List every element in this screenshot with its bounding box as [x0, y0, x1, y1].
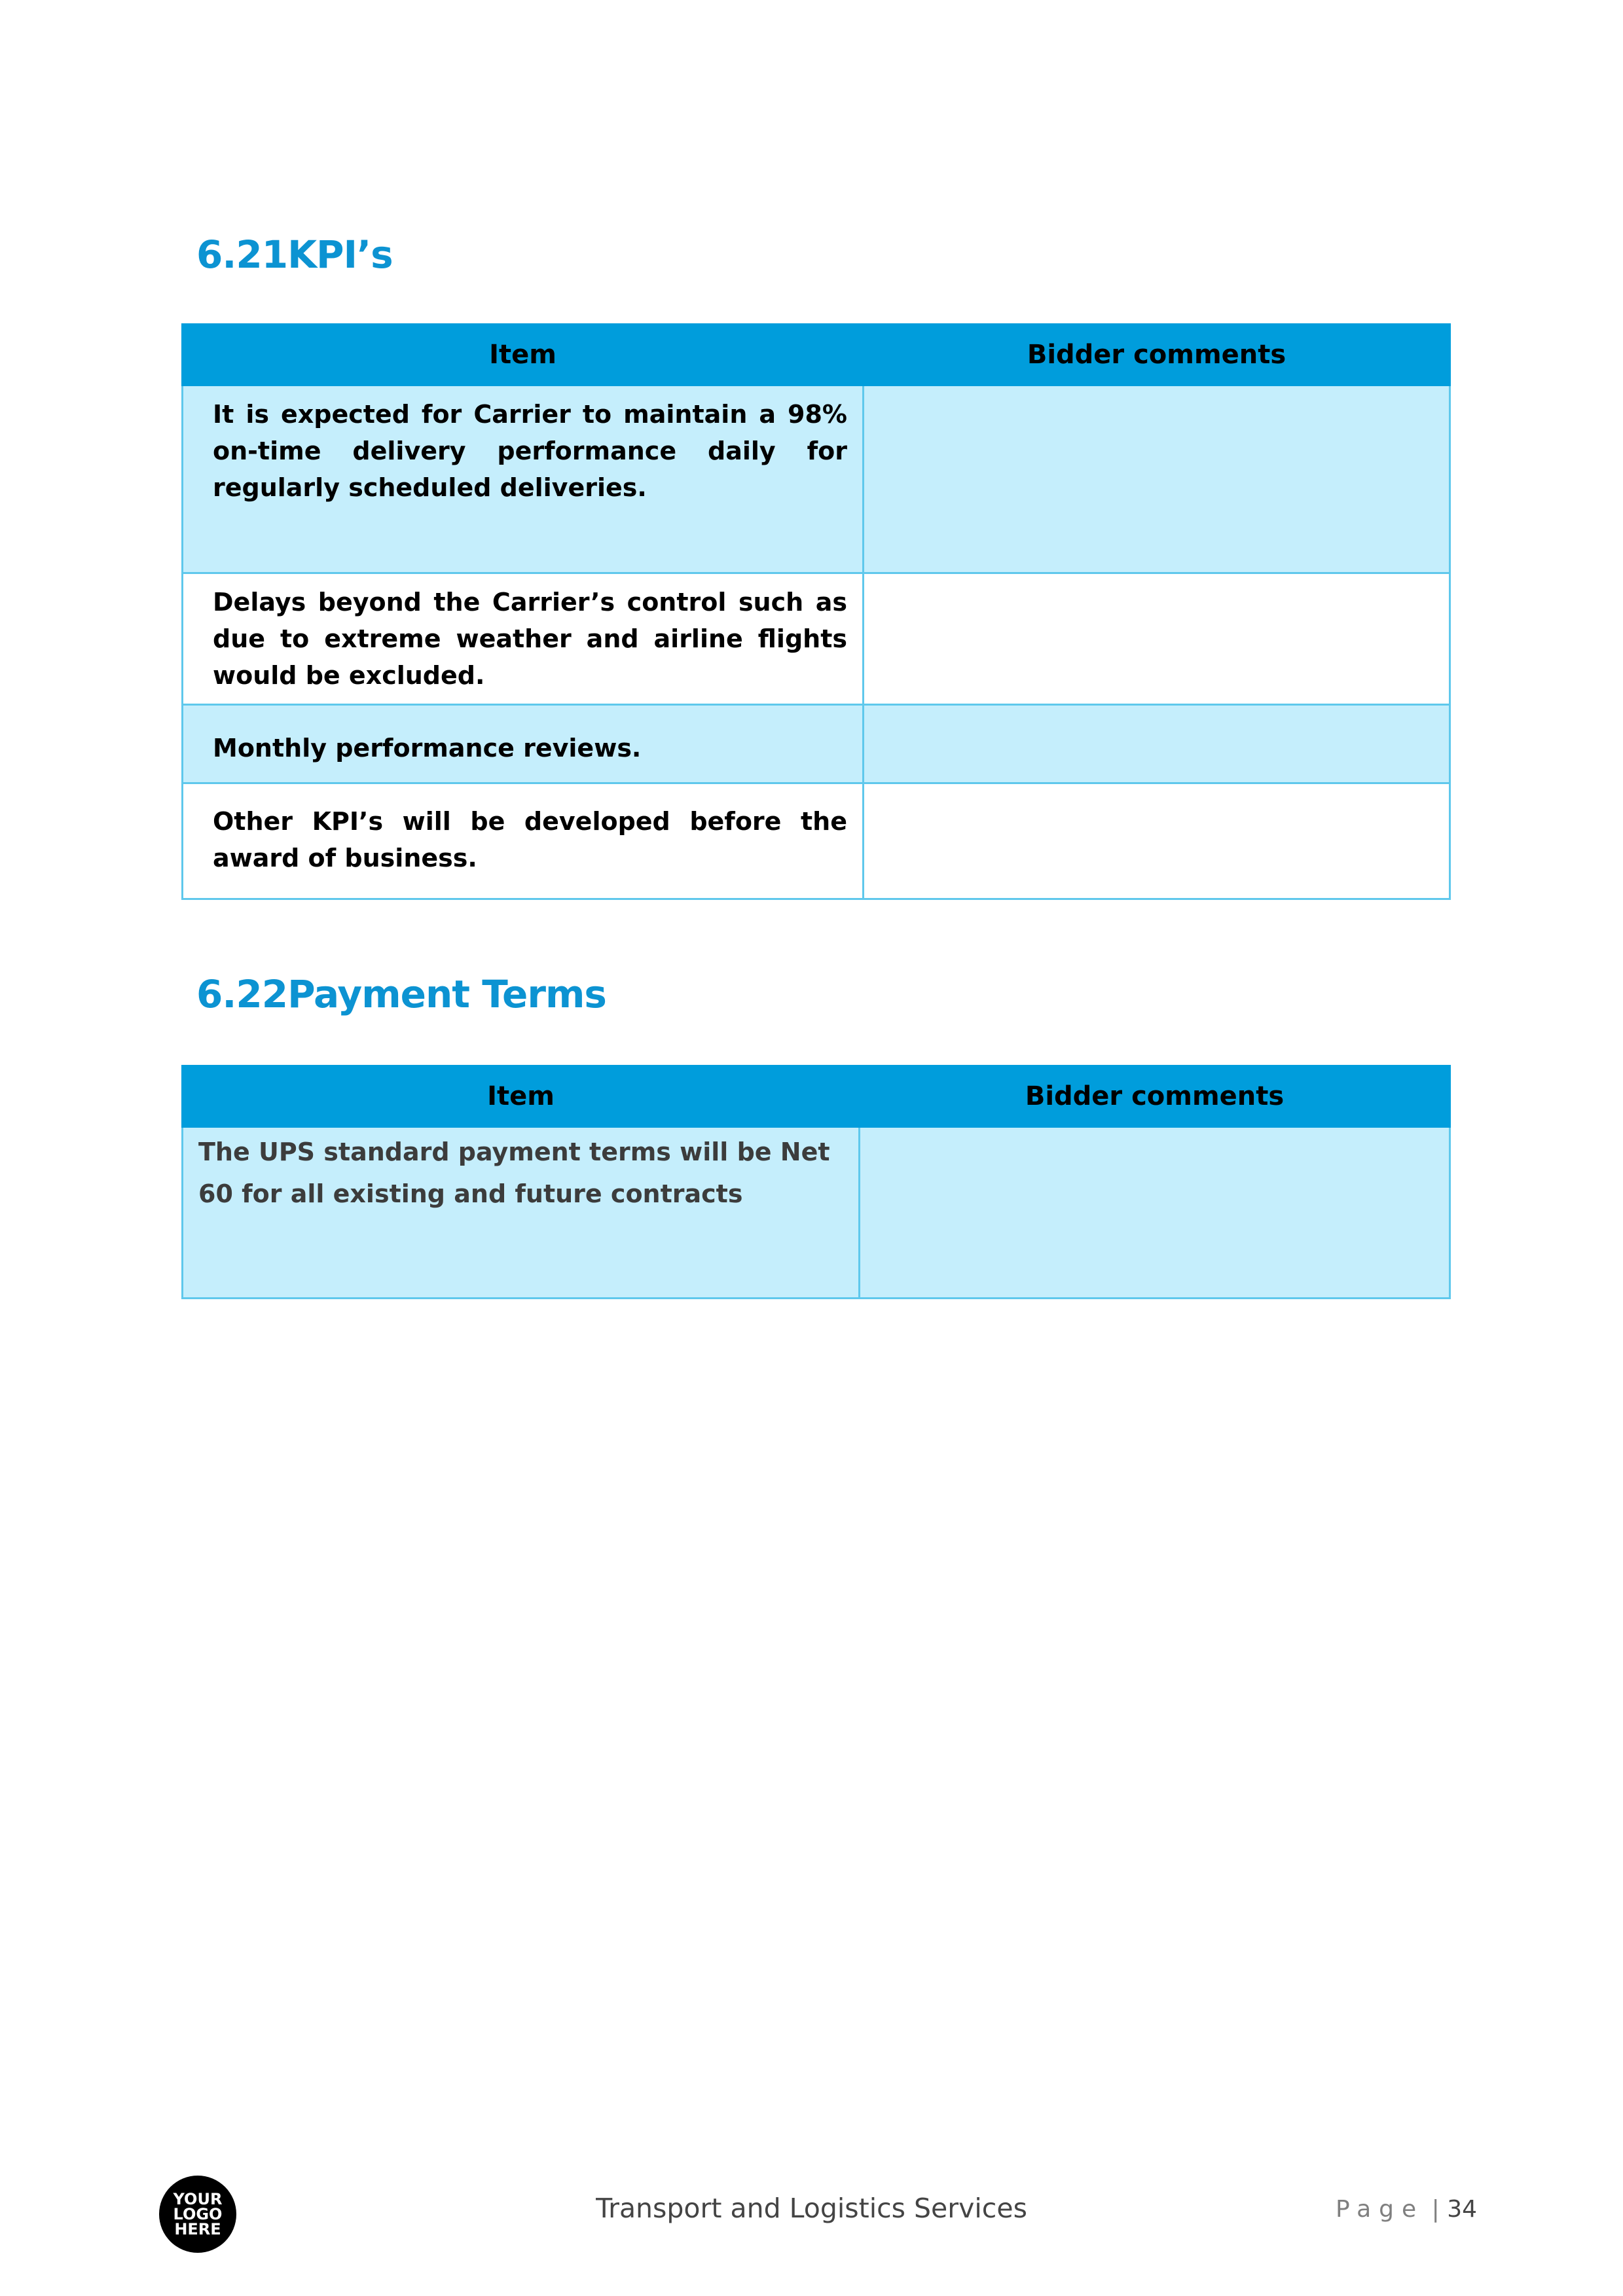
- item-text: Delays beyond the Carrier’s control such as due to extreme weather and airline flights would be excluded.: [213, 588, 847, 690]
- page-label: Page: [1336, 2196, 1425, 2223]
- table-row: [183, 783, 1450, 899]
- bidder-comment-cell[interactable]: [864, 783, 1450, 899]
- bidder-comment-cell[interactable]: [864, 573, 1450, 705]
- section-heading-payment-terms: 6.22Payment Terms: [196, 972, 606, 1016]
- item-text: The UPS standard payment terms will be Net 60 for all existing and future contracts: [198, 1138, 830, 1208]
- bidder-comment-cell[interactable]: [864, 386, 1450, 573]
- column-header-item: Item: [183, 325, 864, 386]
- item-text: Other KPI’s will be developed before the award of business.: [213, 807, 847, 872]
- table-row: [183, 705, 1450, 783]
- payment-terms-table: [181, 1065, 1451, 1299]
- bidder-comment-cell[interactable]: [864, 705, 1450, 783]
- kpi-table: [181, 323, 1451, 900]
- column-header-bidder-comments: Bidder comments: [864, 325, 1450, 386]
- page-number-value: 34: [1447, 2196, 1478, 2223]
- page-separator: |: [1431, 2196, 1440, 2223]
- section-heading-kpi: 6.21KPI’s: [196, 232, 393, 277]
- logo-text: YOUR LOGO HERE: [173, 2189, 223, 2238]
- item-text: Monthly performance reviews.: [213, 734, 642, 762]
- item-text: It is expected for Carrier to maintain a 98% on-time delivery performance daily for regularly scheduled deliveries.: [213, 400, 847, 502]
- page-number: [1336, 2196, 1477, 2223]
- bidder-comment-cell[interactable]: [860, 1127, 1450, 1299]
- table-row: [183, 386, 1450, 573]
- column-header-item: Item: [183, 1066, 860, 1127]
- table-row: [183, 1127, 1450, 1299]
- table-row: [183, 573, 1450, 705]
- footer-title: Transport and Logistics Services: [596, 2193, 1027, 2224]
- column-header-bidder-comments: Bidder comments: [860, 1066, 1450, 1127]
